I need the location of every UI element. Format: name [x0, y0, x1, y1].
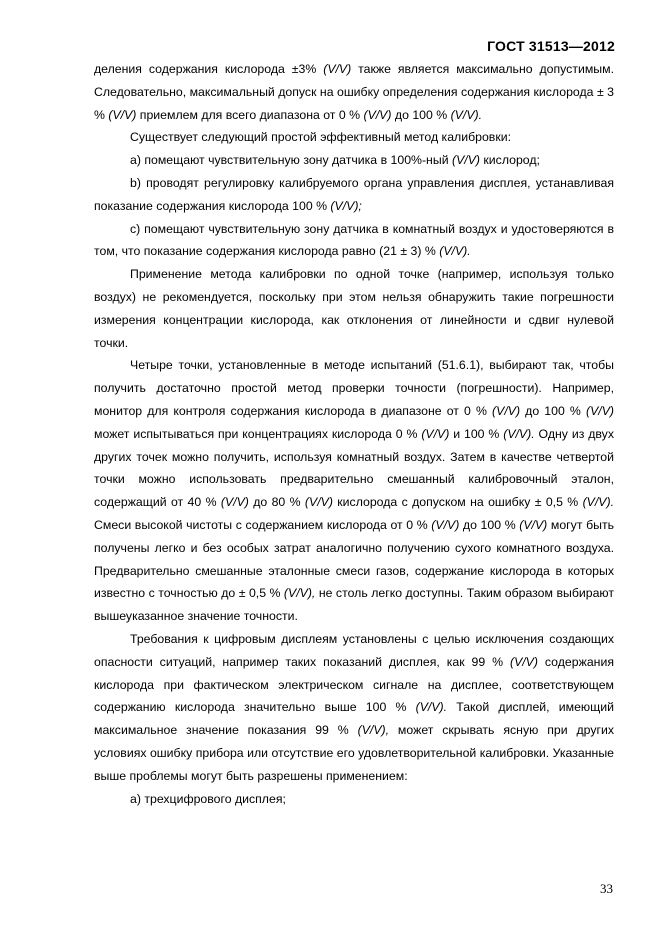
text-run: кислород;: [480, 153, 540, 168]
italic-run: (V/V): [451, 153, 480, 168]
text-run: и 100 %: [449, 426, 504, 441]
italic-run: (V/V).: [503, 426, 535, 441]
text-run: b) проводят регулировку калибруемого органа управления дисплея, устанавливая показание содержания кислорода 100 %: [94, 175, 614, 213]
text-run: Такой дисплей, имеющий максимальное значение показания 99 %: [94, 700, 615, 738]
italic-run: (V/V): [108, 107, 137, 122]
italic-run: (V/V): [519, 517, 548, 532]
text-run: до 100 %: [520, 403, 586, 418]
italic-run: (V/V).: [439, 244, 471, 259]
italic-run: (V/V): [363, 107, 392, 122]
paragraph: [94, 788, 614, 811]
italic-run: (V/V): [323, 62, 352, 76]
text-run: Смеси высокой чистоты с содержанием кислорода от 0 %: [94, 517, 432, 532]
italic-run: (V/V),: [357, 723, 390, 738]
italic-run: (V/V): [509, 654, 538, 669]
text-run: может испытываться при концентрациях кислорода 0 %: [94, 426, 422, 441]
text-run: Четыре точки, установленные в методе испытаний (51.6.1), выбирают так, чтобы получить достаточно простой метод проверки точности (погрешности). Например, монитор для контроля содержания кислорода в диапазоне от 0 %: [94, 358, 614, 418]
italic-run: (V/V): [431, 517, 460, 532]
italic-run: (V/V);: [330, 198, 362, 213]
text-run: а) помещают чувствительную зону датчика в 100%-ный: [130, 153, 452, 168]
paragraph: [94, 628, 614, 788]
italic-run: (V/V): [421, 426, 450, 441]
paragraph: [94, 172, 614, 218]
italic-run: (V/V): [492, 403, 521, 418]
paragraph: [94, 58, 614, 126]
text-run: могут быть получены легко и без особых затрат аналогично получению сухого комнатного воздуха. Предварительно смешанные эталонные смеси газов, содержание кислорода в которых известно с точностью до ± 0,5 %: [94, 517, 614, 601]
italic-run: (V/V): [304, 495, 333, 510]
text-run: содержания кислорода при фактическом электрическом сигнале на дисплее, соответствующем содержанию кислорода значительно выше 100 %: [94, 654, 614, 715]
text-run: с) помещают чувствительную зону датчика в комнатный воздух и удостоверяются в том, что показание содержания кислорода равно (21 ± 3) %: [94, 221, 614, 259]
italic-run: (V/V): [220, 495, 249, 510]
text-run: деления содержания кислорода ±3%: [94, 62, 324, 76]
text-run: может скрывать ясную при других условиях ошибку прибора или отсутствие его удовлетворительной калибровки. Указанные выше проблемы могут быть разрешены применением:: [94, 723, 614, 783]
text-run: не столь легко доступны. Таким образом выбирают вышеуказанное значение точности.: [94, 586, 614, 624]
text-run: Одну из двух других точек можно получить, используя комнатный воздух. Затем в качестве четвертой точки можно использовать предварительно смешанный калибровочный эталон, содержащий от 40 %: [94, 426, 614, 510]
paragraph: [94, 218, 614, 264]
document-body: [94, 58, 614, 810]
italic-run: (V/V).: [450, 107, 483, 122]
text-run: а) трехцифрового дисплея;: [130, 791, 286, 806]
page-header: ГОСТ 31513—2012: [487, 38, 615, 54]
italic-run: (V/V).: [415, 700, 448, 715]
text-run: до 100 %: [391, 107, 451, 122]
paragraph: [94, 354, 614, 628]
text-run: Требования к цифровым дисплеям установлены с целью исключения создающих опасности ситуаций, например таких показаний дисплея, как 99 %: [94, 631, 614, 669]
text-run: Применение метода калибровки по одной точке (например, используя только воздух) не рекомендуется, поскольку при этом нельзя обнаружить такие погрешности измерения концентрации кислорода, как отклонения от линейности и сдвиг нулевой точки.: [94, 267, 614, 350]
italic-run: (V/V),: [283, 586, 316, 601]
text-run: приемлем для всего диапазона от 0 %: [136, 107, 364, 122]
italic-run: (V/V): [585, 403, 614, 418]
paragraph: [94, 263, 614, 354]
text-run: до 80 %: [248, 495, 305, 510]
paragraph: [94, 149, 614, 172]
page-number: 33: [600, 881, 613, 896]
paragraph: [94, 126, 614, 149]
italic-run: (V/V).: [582, 495, 615, 510]
text-run: Существует следующий простой эффективный метод калибровки:: [130, 130, 511, 145]
text-run: также является максимально допустимым. Следовательно, максимальный допуск на ошибку определения содержания кислорода ± 3 %: [94, 62, 614, 122]
text-run: кислорода с допуском на ошибку ± 0,5 %: [332, 495, 583, 510]
text-run: до 100 %: [459, 517, 520, 532]
